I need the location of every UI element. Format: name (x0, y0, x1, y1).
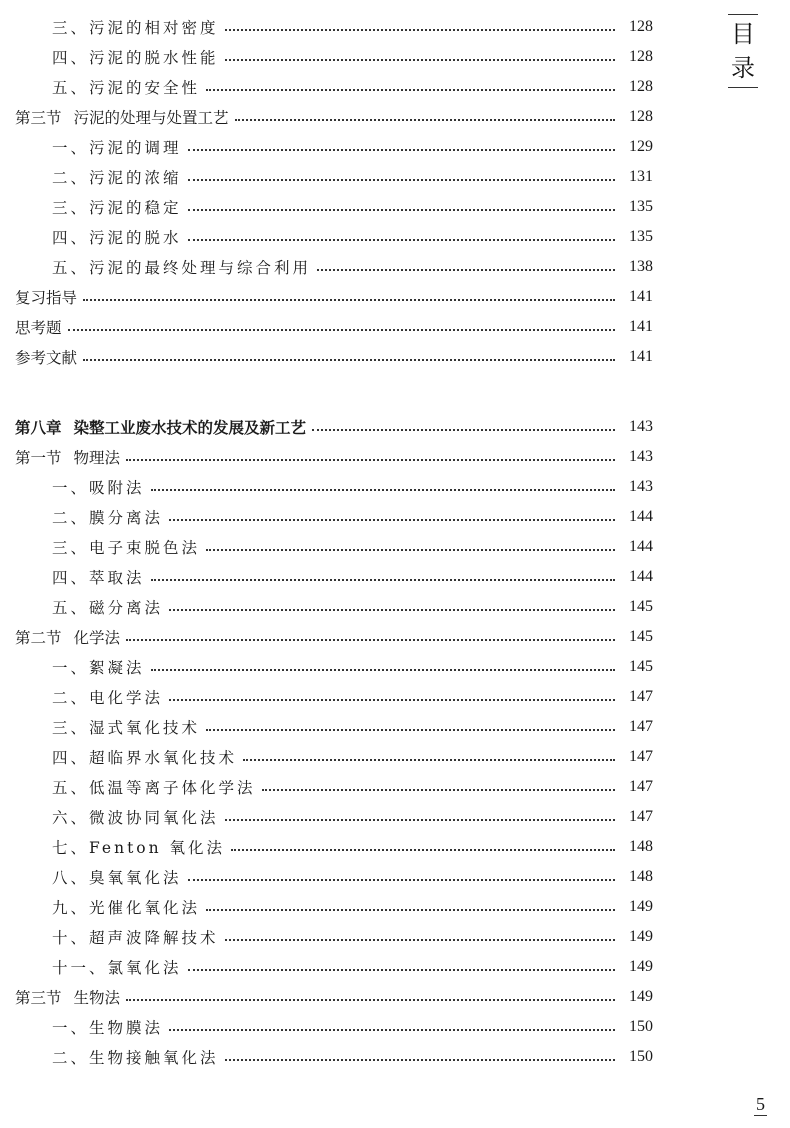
toc-entry-page: 147 (629, 778, 653, 795)
toc-entry-label (52, 506, 163, 528)
toc-entry-label (52, 656, 145, 678)
toc-entry-number: 一、 (52, 659, 90, 677)
toc-entry-page: 145 (629, 628, 653, 645)
toc-entry-title: 复习指导 (15, 289, 78, 307)
dot-leader (188, 209, 615, 211)
dot-leader (206, 549, 615, 551)
toc-entry-page: 128 (629, 18, 653, 35)
dot-leader (169, 519, 615, 521)
toc-entry-label (15, 986, 120, 1008)
toc-entry-label (52, 956, 182, 978)
dot-leader (83, 299, 615, 301)
toc-subsection-entry[interactable] (52, 712, 653, 742)
toc-subsection-entry[interactable] (52, 252, 653, 282)
toc-entry-title: 超声波降解技术 (89, 929, 219, 947)
section-tab-contents (726, 14, 760, 88)
dot-leader (262, 789, 615, 791)
toc-entry-number: 六、 (52, 809, 90, 827)
toc-entry-label (52, 196, 182, 218)
toc-entry-page: 141 (629, 318, 653, 335)
toc-entry-label (52, 1046, 219, 1068)
toc-entry-title: 染整工业废水技术的发展及新工艺 (73, 418, 307, 437)
toc-subsection-entry[interactable] (52, 132, 653, 162)
divider (728, 87, 758, 88)
toc-entry-label (52, 46, 219, 68)
toc-entry-title: 微波协同氧化法 (89, 809, 219, 827)
toc-entry-number: 四、 (52, 49, 90, 67)
toc-entry-label (52, 76, 200, 98)
toc-subsection-entry[interactable] (52, 892, 653, 922)
dot-leader (206, 89, 615, 91)
toc-entry-number: 第八章 (15, 418, 62, 437)
dot-leader (126, 639, 615, 641)
dot-leader (206, 729, 615, 731)
toc-entry-label (52, 596, 163, 618)
toc-subsection-entry[interactable] (52, 502, 653, 532)
dot-leader (188, 969, 615, 971)
dot-leader (151, 579, 615, 581)
dot-leader (169, 609, 615, 611)
toc-entry-title: 污泥的安全性 (89, 79, 201, 97)
toc-entry-number: 五、 (52, 259, 90, 277)
toc-entry-number: 一、 (52, 139, 90, 157)
toc-entry-page: 141 (629, 348, 653, 365)
toc-entry-page: 128 (629, 108, 653, 125)
toc-entry-label (15, 346, 77, 368)
toc-entry-page: 147 (629, 748, 653, 765)
toc-subsection-entry[interactable] (52, 1042, 653, 1072)
toc-subsection-entry[interactable] (52, 472, 653, 502)
toc-entry-label (52, 806, 219, 828)
dot-leader (151, 669, 615, 671)
toc-entry-label (52, 776, 256, 798)
section-tab-char: 录 (731, 54, 755, 82)
toc-subsection-entry[interactable] (52, 922, 653, 952)
toc-entry-title: 污泥的调理 (89, 139, 182, 157)
toc-entry-label (52, 476, 145, 498)
toc-entry-number: 四、 (52, 229, 90, 247)
dot-leader (312, 429, 615, 431)
toc-entry-page: 148 (629, 838, 653, 855)
toc-entry-title: 生物膜法 (89, 1019, 164, 1037)
toc-entry-title: 膜分离法 (89, 509, 164, 527)
dot-leader (188, 879, 615, 881)
toc-entry-label (15, 626, 120, 648)
toc-entry-page: 149 (629, 958, 653, 975)
toc-entry-label (52, 746, 237, 768)
toc-entry-label (52, 686, 163, 708)
toc-entry-page: 138 (629, 258, 653, 275)
toc-entry-label (52, 716, 200, 738)
toc-entry-title: 污泥的脱水性能 (89, 49, 219, 67)
dot-leader (68, 329, 615, 331)
dot-leader (235, 119, 615, 121)
toc-entry-label (15, 316, 62, 338)
toc-entry-label (15, 106, 229, 128)
toc-entry-page: 135 (629, 228, 653, 245)
dot-leader (169, 699, 615, 701)
toc-entry-page: 143 (629, 448, 653, 465)
toc-entry-label (52, 16, 219, 38)
toc-subsection-entry[interactable] (52, 42, 653, 72)
toc-entry-page: 147 (629, 718, 653, 735)
toc-entry-number: 五、 (52, 599, 90, 617)
toc-entry-title: 絮凝法 (89, 659, 145, 677)
toc-entry-page: 128 (629, 78, 653, 95)
toc-subsection-entry[interactable] (52, 162, 653, 192)
toc-entry-number: 四、 (52, 569, 90, 587)
toc-entry-label (52, 896, 200, 918)
toc-entry-page: 149 (629, 928, 653, 945)
dot-leader (126, 999, 615, 1001)
toc-entry-page: 144 (629, 508, 653, 525)
dot-leader (83, 359, 615, 361)
page-number: 5 (756, 1094, 765, 1114)
toc-entry-page: 131 (629, 168, 653, 185)
toc-entry-title: 污泥的相对密度 (89, 19, 219, 37)
toc-entry-label (52, 536, 200, 558)
toc-entry-page: 149 (629, 988, 653, 1005)
toc-entry-label (52, 836, 225, 858)
toc-entry-number: 五、 (52, 79, 90, 97)
toc-section-entry[interactable] (15, 622, 653, 652)
dot-leader (188, 149, 615, 151)
toc-entry-number: 四、 (52, 749, 90, 767)
toc-subsection-entry[interactable] (52, 682, 653, 712)
toc-entry-number: 七、 (52, 839, 90, 857)
toc-subsection-entry[interactable] (52, 652, 653, 682)
dot-leader (151, 489, 615, 491)
toc-entry-page: 129 (629, 138, 653, 155)
dot-leader (243, 759, 615, 761)
toc-entry-title: 生物法 (73, 989, 121, 1007)
toc-entry-page: 143 (629, 418, 653, 435)
toc-entry-number: 第二节 (15, 629, 62, 647)
toc-entry-title: 电子束脱色法 (89, 539, 201, 557)
toc-entry-number: 二、 (52, 509, 90, 527)
toc-entry-title: 污泥的脱水 (89, 229, 182, 247)
toc-section-entry[interactable] (15, 312, 653, 342)
toc-entry-title: 污泥的浓缩 (89, 169, 182, 187)
toc-entry-number: 五、 (52, 779, 90, 797)
toc-entry-number: 第三节 (15, 109, 62, 127)
toc-entry-number: 第一节 (15, 449, 62, 467)
dot-leader (317, 269, 615, 271)
toc-entry-number: 十一、 (52, 959, 108, 977)
toc-entry-title: Fenton 氧化法 (89, 839, 226, 857)
dot-leader (231, 849, 615, 851)
toc-entry-label (15, 416, 306, 438)
dot-leader (225, 59, 615, 61)
toc-entry-title: 臭氧氧化法 (89, 869, 182, 887)
toc-entry-label (52, 866, 182, 888)
toc-entry-title: 思考题 (15, 319, 62, 337)
dot-leader (225, 939, 615, 941)
toc-entry-number: 二、 (52, 689, 90, 707)
toc-entry-number: 十、 (52, 929, 90, 947)
toc-entry-page: 150 (629, 1048, 653, 1065)
toc-entry-number: 三、 (52, 719, 90, 737)
toc-entry-page: 150 (629, 1018, 653, 1035)
toc-entry-label (52, 256, 311, 278)
toc-entry-page: 147 (629, 688, 653, 705)
toc-entry-label (52, 1016, 163, 1038)
toc-entry-title: 氯氧化法 (107, 959, 182, 977)
dot-leader (126, 459, 615, 461)
dot-leader (188, 179, 615, 181)
toc-entry-page: 149 (629, 898, 653, 915)
toc-entry-page: 135 (629, 198, 653, 215)
toc-entry-title: 化学法 (73, 629, 121, 647)
toc-entry-page: 143 (629, 478, 653, 495)
toc-subsection-entry[interactable] (52, 802, 653, 832)
toc-entry-title: 湿式氧化技术 (89, 719, 201, 737)
toc-entry-title: 物理法 (73, 449, 121, 467)
toc-subsection-entry[interactable] (52, 222, 653, 252)
toc-entry-number: 三、 (52, 19, 90, 37)
toc-entry-title: 污泥的处理与处置工艺 (73, 109, 229, 127)
toc-entry-number: 一、 (52, 479, 90, 497)
dot-leader (169, 1029, 615, 1031)
toc-entry-title: 生物接触氧化法 (89, 1049, 219, 1067)
toc-entry-title: 电化学法 (89, 689, 164, 707)
toc-entry-page: 141 (629, 288, 653, 305)
toc-subsection-entry[interactable] (52, 832, 653, 862)
toc-subsection-entry[interactable] (52, 952, 653, 982)
toc-entry-title: 污泥的稳定 (89, 199, 182, 217)
toc-entry-label (15, 286, 77, 308)
toc-entry-title: 污泥的最终处理与综合利用 (89, 259, 312, 277)
toc-entry-page: 144 (629, 568, 653, 585)
toc-entry-number: 三、 (52, 539, 90, 557)
toc-section-entry[interactable] (15, 982, 653, 1012)
toc-entry-label (52, 166, 182, 188)
toc-entry-label (52, 926, 219, 948)
dot-leader (225, 819, 615, 821)
toc-entry-label (15, 446, 120, 468)
toc-entry-number: 八、 (52, 869, 90, 887)
toc-entry-title: 低温等离子体化学法 (89, 779, 256, 797)
toc-entry-title: 萃取法 (89, 569, 145, 587)
toc-entry-page: 144 (629, 538, 653, 555)
toc-entry-page: 128 (629, 48, 653, 65)
dot-leader (188, 239, 615, 241)
toc-entry-title: 吸附法 (89, 479, 145, 497)
toc-entry-label (52, 136, 182, 158)
toc-subsection-entry[interactable] (52, 592, 653, 622)
toc-section-entry[interactable] (15, 342, 653, 372)
toc-entry-number: 二、 (52, 169, 90, 187)
toc-subsection-entry[interactable] (52, 192, 653, 222)
toc-subsection-entry[interactable] (52, 772, 653, 802)
section-tab-char: 目 (731, 20, 755, 48)
toc-subsection-entry[interactable] (52, 532, 653, 562)
toc-section-entry[interactable] (15, 442, 653, 472)
toc-subsection-entry[interactable] (52, 742, 653, 772)
toc-entry-title: 参考文献 (15, 349, 78, 367)
toc-subsection-entry[interactable] (52, 1012, 653, 1042)
toc-entry-number: 第三节 (15, 989, 62, 1007)
dot-leader (225, 29, 615, 31)
toc-entry-number: 一、 (52, 1019, 90, 1037)
toc-section-entry[interactable] (15, 282, 653, 312)
dot-leader (206, 909, 615, 911)
toc-subsection-entry[interactable] (52, 862, 653, 892)
toc-entry-title: 光催化氧化法 (89, 899, 201, 917)
toc-section-entry[interactable] (15, 102, 653, 132)
toc-entry-page: 148 (629, 868, 653, 885)
toc-entry-label (52, 226, 182, 248)
toc-entry-number: 二、 (52, 1049, 90, 1067)
toc-entry-title: 超临界水氧化技术 (89, 749, 238, 767)
toc-entry-page: 145 (629, 598, 653, 615)
toc-entry-label (52, 566, 145, 588)
toc-subsection-entry[interactable] (52, 72, 653, 102)
dot-leader (225, 1059, 615, 1061)
toc-entry-number: 九、 (52, 899, 90, 917)
toc-entry-page: 145 (629, 658, 653, 675)
toc-subsection-entry[interactable] (52, 562, 653, 592)
toc-entry-title: 磁分离法 (89, 599, 164, 617)
toc-chapter-entry[interactable] (15, 412, 653, 442)
toc-entry-number: 三、 (52, 199, 90, 217)
toc-subsection-entry[interactable] (52, 12, 653, 42)
toc-entry-page: 147 (629, 808, 653, 825)
